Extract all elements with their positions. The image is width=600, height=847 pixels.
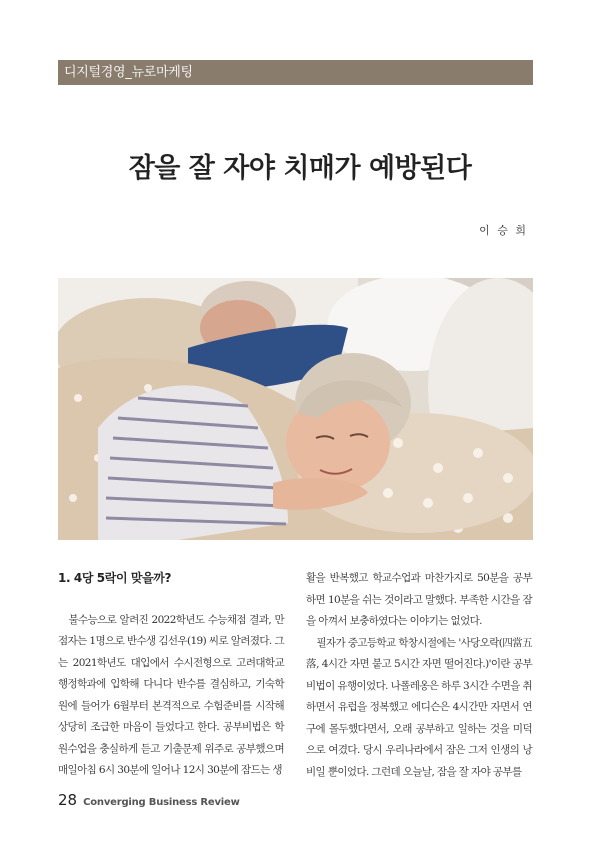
section-label: 디지털경영_뉴로마케팅: [58, 60, 533, 85]
article-title: 잠을 잘 자야 치매가 예방된다: [128, 153, 472, 184]
sleeping-couple-illustration: [58, 278, 533, 540]
left-column: [58, 568, 284, 782]
body-paragraph: 필자가 중고등학교 학창시절에는 '사당오락(四當五落, 4시간 자면 붙고 5시간 자면 떨어진다.)'이란 공부비법이 유행이었다. 나폴레옹은 하루 3시간 수면을 취하면서 유럽을 정복했고 에디슨은 4시간만 자면서 연구에 몰두했다면서, 오래 공부하고 일하는 것을 미덕으로 여겼다. 당시 우리나라에서 잠은 그저 인생의 낭비일 뿐이었다. 그런데 오늘날, 잠을 잘 자야 공부를: [306, 636, 532, 778]
body-paragraph: 불수능으로 알려진 2022학년도 수능채점 결과, 만점자는 1명으로 반수생 김선우(19) 씨로 알려졌다. 그는 2021학년도 대입에서 수시전형으로 고려대학교 행정학과에 입학해 다니다 반수를 결심하고, 기숙학원에 들어가 6월부터 본격적으로 수험준비를 시작해 상당히 조급한 마음이 들었다고 한다. 공부비법은 학원수업을 충실하게 듣고 기출문제 위주로 공부했으며 매일아침 6시 30분에 일어나 12시 30분에 잠드는 생: [58, 613, 284, 776]
section-heading: 1. 4당 5락이 맞을까?: [58, 571, 172, 585]
author-name: 이 승 희: [479, 224, 528, 237]
body-paragraph: 활을 반복했고 학교수업과 마찬가지로 50분을 공부하면 10분을 쉬는 것이라고 말했다. 부족한 시간을 잠을 아껴서 보충하였다는 이야기는 없었다.: [306, 572, 532, 627]
page-footer: [58, 791, 240, 809]
page-number: 28: [58, 791, 78, 809]
magazine-name: Converging Business Review: [83, 797, 240, 808]
right-column: [306, 568, 532, 783]
article-photo: [58, 278, 533, 540]
